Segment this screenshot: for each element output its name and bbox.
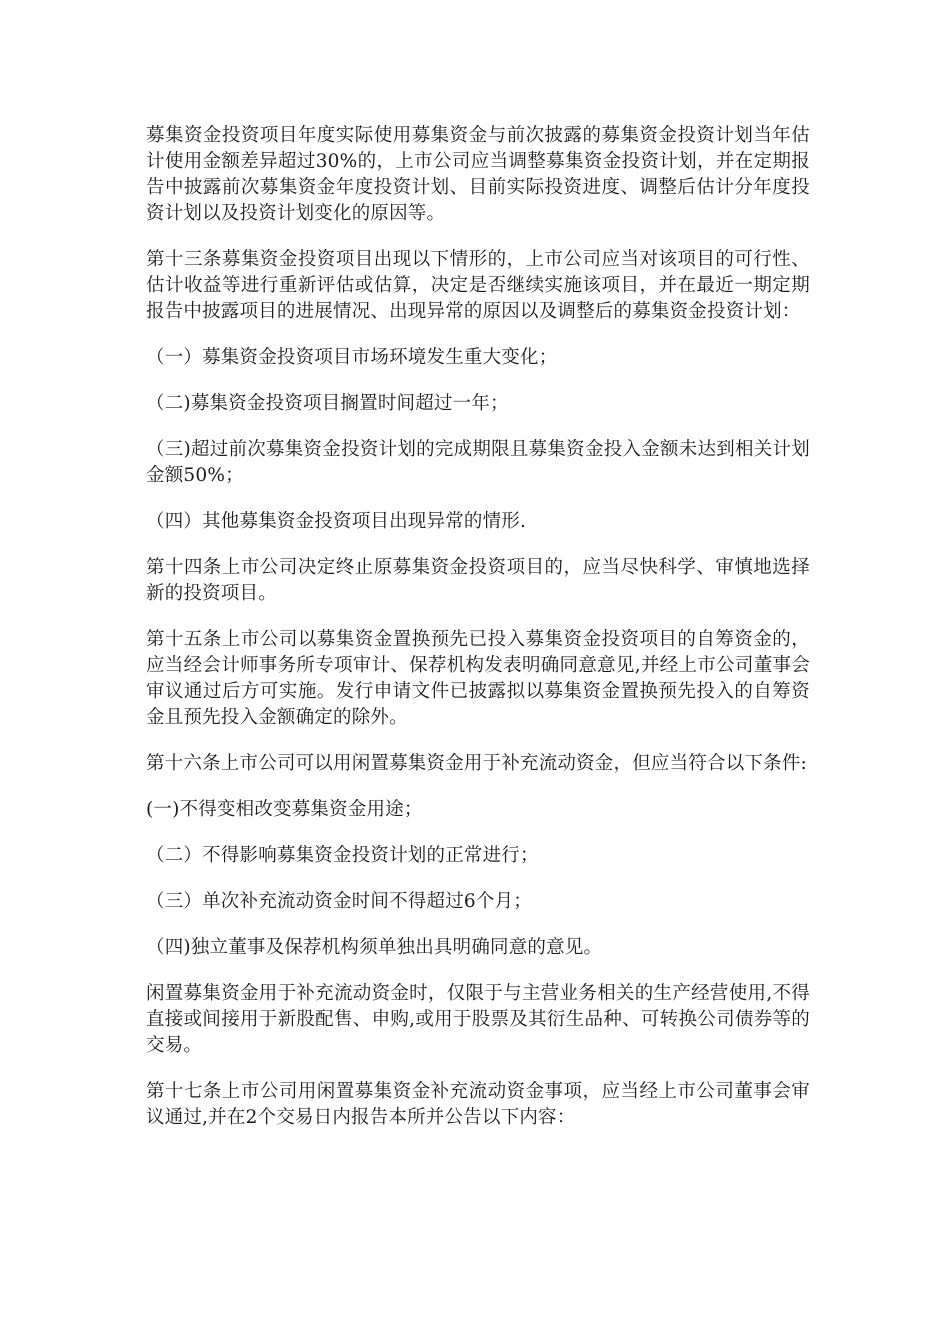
list-item-article-16-4: （四)独立董事及保荐机构须单独出具明确同意的意见。	[146, 937, 603, 958]
list-item-article-13-3: （三)超过前次募集资金投资计划的完成期限且募集资金投入金额未达到相关计划金额50%；	[146, 439, 810, 486]
paragraph-article-15: 第十五条上市公司以募集资金置换预先已投入募集资金投资项目的自筹资金的，应当经会计师事务所专项审计、保荐机构发表明确同意意见,并经上市公司董事会审议通过后方可实施。发行申请文件已披露拟以募集资金置换预先投入的自筹资金且预先投入金额确定的除外。	[146, 629, 810, 728]
list-item-article-13-4: （四）其他募集资金投资项目出现异常的情形.	[146, 511, 527, 532]
paragraph-fundraising-plan-adjustment: 募集资金投资项目年度实际使用募集资金与前次披露的募集资金投资计划当年估计使用金额差异超过30%的，上市公司应当调整募集资金投资计划，并在定期报告中披露前次募集资金年度投资计划、目前实际投资进度、调整后估计分年度投资计划以及投资计划变化的原因等。	[146, 125, 810, 224]
list-item-article-13-1: （一）募集资金投资项目市场环境发生重大变化；	[146, 347, 558, 368]
document-body	[146, 123, 810, 1151]
list-item-article-16-1: (一)不得变相改变募集资金用途；	[146, 799, 423, 820]
paragraph-article-17: 第十七条上市公司用闲置募集资金补充流动资金事项，应当经上市公司董事会审议通过,并在2个交易日内报告本所并公告以下内容：	[146, 1081, 810, 1128]
paragraph-article-16: 第十六条上市公司可以用闲置募集资金用于补充流动资金，但应当符合以下条件:	[146, 753, 807, 774]
list-item-article-13-2: （二)募集资金投资项目搁置时间超过一年；	[146, 393, 509, 414]
list-item-article-16-3: （三）单次补充流动资金时间不得超过6个月；	[146, 891, 532, 912]
list-item-article-16-2: （二）不得影响募集资金投资计划的正常进行；	[146, 845, 539, 866]
paragraph-article-13: 第十三条募集资金投资项目出现以下情形的，上市公司应当对该项目的可行性、估计收益等进行重新评估或估算，决定是否继续实施该项目，并在最近一期定期报告中披露项目的进展情况、出现异常的原因以及调整后的募集资金投资计划：	[146, 249, 810, 322]
paragraph-article-14: 第十四条上市公司决定终止原募集资金投资项目的，应当尽快科学、审慎地选择新的投资项目。	[146, 557, 810, 604]
paragraph-idle-funds-restriction: 闲置募集资金用于补充流动资金时，仅限于与主营业务相关的生产经营使用,不得直接或间接用于新股配售、申购,或用于股票及其衍生品种、可转换公司债券等的交易。	[146, 983, 810, 1056]
